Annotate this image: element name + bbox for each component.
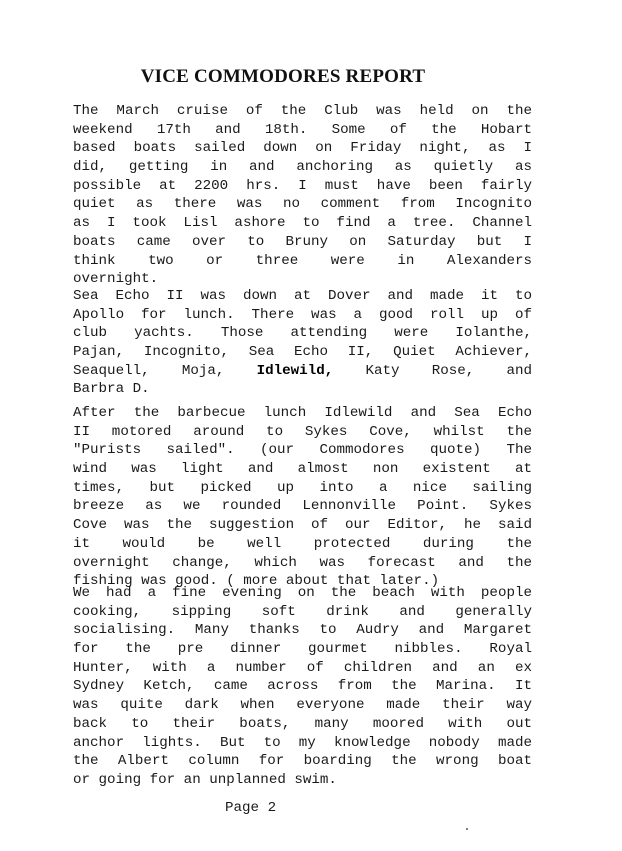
text-line: boats came over to Bruny on Saturday but I [73, 233, 532, 250]
text-line: was quite dark when everyone made their way [73, 697, 532, 714]
text-line: Sydney Ketch, came across from the Marina. It [73, 678, 532, 695]
text-line: did, getting in and anchoring as quietly as [73, 159, 532, 176]
text-line: weekend 17th and 18th. Some of the Hobart [73, 121, 532, 138]
text-line: II motored around to Sykes Cove, whilst the [73, 423, 532, 440]
text-line: breeze as we rounded Lennonville Point. Sykes [73, 498, 532, 515]
text-line: "Purists sailed". (our Commodores quote) The [73, 442, 532, 459]
text-line: The March cruise of the Club was held on the [73, 103, 532, 119]
text-line: Cove was the suggestion of our Editor, he said [73, 517, 532, 534]
text-line: think two or three were in Alexanders [73, 252, 532, 269]
text-line: anchor lights. But to my knowledge nobody made [73, 734, 532, 751]
page-number: Page 2 [225, 800, 277, 816]
text-line: Apollo for lunch. There was a good roll up of [73, 306, 532, 323]
paragraph-sykes-cove [73, 404, 532, 591]
text-line: times, but picked up into a nice sailing [73, 479, 532, 496]
text-line: cooking, sipping soft drink and generally [73, 603, 532, 620]
scan-speck [466, 828, 468, 830]
text-line: socialising. Many thanks to Audry and Margaret [73, 622, 532, 639]
text-line: or going for an unplanned swim. [73, 771, 337, 788]
bold-boat-name: Idlewild, [256, 362, 334, 379]
text-line: wind was light and almost non existent at [73, 461, 532, 478]
text-line: as I took Lisl ashore to find a tree. Channel [73, 215, 532, 232]
text-line: club yachts. Those attending were Iolanthe, [73, 325, 532, 342]
text-segment: Katy Rose, and [365, 362, 533, 379]
text-line: Barbra D. [73, 381, 150, 398]
text-line: based boats sailed down on Friday night, as I [73, 140, 532, 157]
text-line: quiet as there was no comment from Incognito [73, 196, 532, 213]
text-segment: Seaquell, Moja, [73, 362, 225, 379]
paragraph-march-cruise [73, 102, 532, 289]
text-line: fishing was good. ( more about that later.) [73, 573, 440, 590]
text-line: for the pre dinner gourmet nibbles. Royal [73, 641, 532, 658]
text-line: overnight. [73, 271, 159, 288]
report-title: VICE COMMODORES REPORT [140, 66, 426, 87]
text-line: Pajan, Incognito, Sea Echo II, Quiet Achiever, [73, 344, 532, 361]
paragraph-beach-evening [73, 584, 532, 790]
text-line: the Albert column for boarding the wrong boat [73, 753, 532, 770]
text-line: it would be well protected during the [73, 535, 532, 552]
text-line [73, 362, 532, 381]
text-line: back to their boats, many moored with out [73, 715, 532, 732]
text-line: possible at 2200 hrs. I must have been fairly [73, 177, 532, 194]
text-line: Hunter, with a number of children and an ex [73, 659, 532, 676]
text-line: overnight change, which was forecast and the [73, 554, 532, 571]
text-line: Sea Echo II was down at Dover and made it to [73, 288, 532, 304]
paragraph-attendance [73, 287, 532, 399]
text-line: We had a fine evening on the beach with people [73, 585, 532, 601]
text-line: After the barbecue lunch Idlewild and Sea Echo [73, 405, 532, 421]
